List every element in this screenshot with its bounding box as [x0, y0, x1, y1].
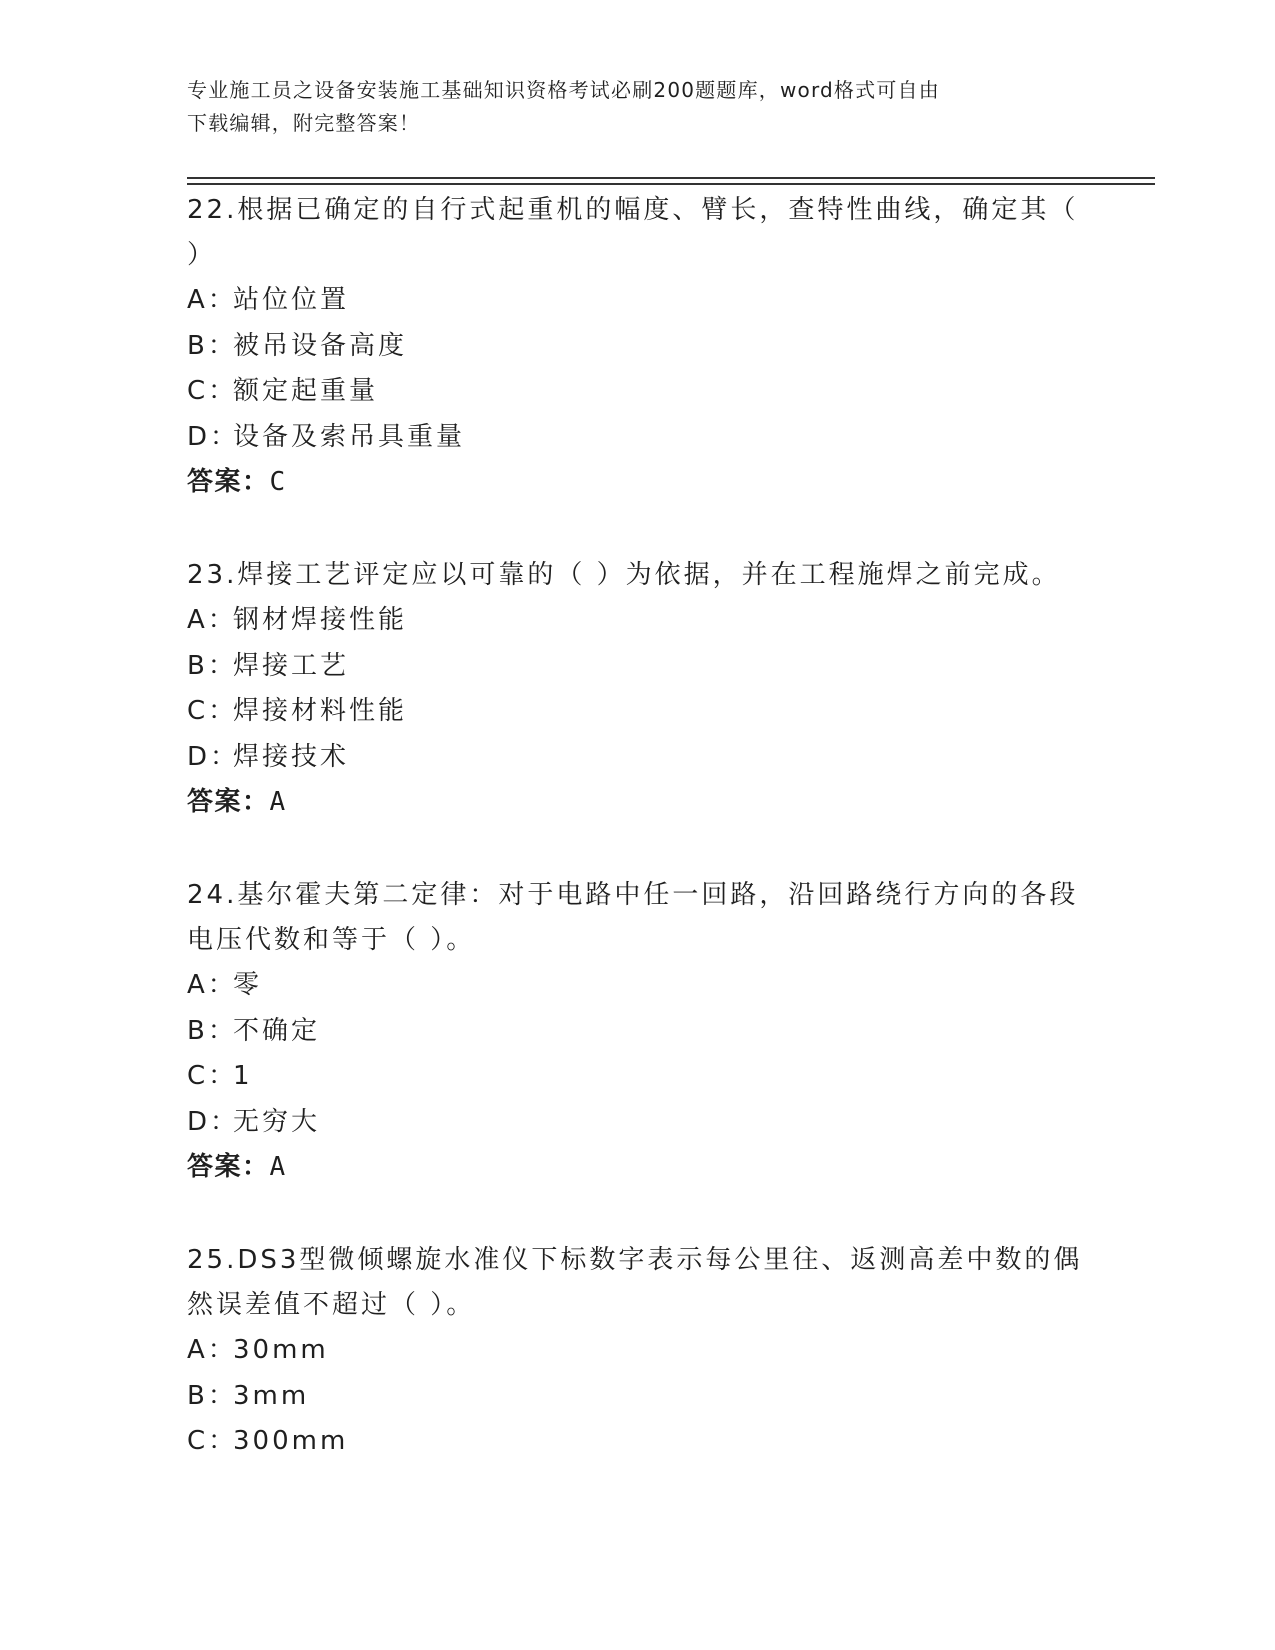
answer-line — [187, 460, 1087, 506]
question-23 — [187, 553, 1087, 826]
header-line-2: 下载编辑，附完整答案！ — [187, 111, 421, 135]
option-text: 焊接技术 — [233, 741, 350, 772]
option-text: 设备及索吊具重量 — [233, 421, 466, 452]
question-text-line: ） — [187, 240, 217, 270]
option-b — [187, 644, 1087, 690]
option-label: B： — [187, 1380, 237, 1411]
question-list — [187, 188, 1087, 1465]
option-label: A： — [187, 285, 237, 315]
question-text-line: 22.根据已确定的自行式起重机的幅度、臂长，查特性曲线，确定其（ — [187, 195, 1079, 225]
answer-value: A — [269, 1152, 287, 1183]
option-d — [187, 415, 1087, 461]
option-text: 零 — [233, 969, 263, 1000]
document-header — [187, 74, 1087, 140]
question-spacer — [187, 506, 1087, 553]
question-text-line: 23.焊接工艺评定应以可靠的（ ）为依据，并在工程施焊之前完成。 — [187, 559, 1061, 590]
option-c — [187, 1054, 1087, 1100]
question-spacer — [187, 826, 1087, 873]
option-c — [187, 369, 1087, 415]
option-b — [187, 324, 1087, 370]
option-text: 1 — [233, 1061, 253, 1092]
answer-value: A — [269, 787, 287, 818]
option-label: C： — [187, 376, 238, 407]
option-b — [187, 1374, 1087, 1420]
option-label: A： — [187, 1334, 237, 1365]
header-line-1: 专业施工员之设备安装施工基础知识资格考试必刷200题题库，word格式可自由 — [187, 78, 940, 102]
option-b — [187, 1009, 1087, 1055]
answer-line — [187, 1145, 1087, 1191]
option-text: 被吊设备高度 — [233, 330, 408, 361]
question-24 — [187, 873, 1087, 1191]
option-text: 30mm — [233, 1334, 329, 1365]
header-divider-top — [187, 177, 1155, 179]
question-spacer — [187, 1191, 1087, 1238]
answer-label: 答案： — [187, 467, 270, 498]
option-a — [187, 963, 1087, 1009]
option-text: 无穷大 — [233, 1106, 321, 1137]
option-text: 额定起重量 — [233, 376, 379, 407]
option-text: 焊接工艺 — [233, 650, 350, 681]
answer-line — [187, 780, 1087, 826]
option-text: 钢材焊接性能 — [233, 604, 408, 635]
option-label: B： — [187, 1015, 237, 1046]
question-text-line: 24.基尔霍夫第二定律：对于电路中任一回路，沿回路绕行方向的各段 — [187, 879, 1079, 910]
answer-label: 答案： — [187, 1152, 270, 1183]
option-label: D： — [187, 741, 240, 772]
answer-label: 答案： — [187, 787, 270, 818]
option-text: 3mm — [233, 1380, 310, 1411]
option-d — [187, 1100, 1087, 1146]
option-label: C： — [187, 696, 238, 727]
option-label: A： — [187, 604, 237, 635]
option-c — [187, 689, 1087, 735]
question-25 — [187, 1238, 1087, 1465]
option-c — [187, 1419, 1087, 1465]
option-label: A： — [187, 969, 237, 1000]
option-label: C： — [187, 1061, 238, 1092]
option-a — [187, 598, 1087, 644]
option-a — [187, 278, 1087, 324]
option-label: D： — [187, 1106, 240, 1137]
option-d — [187, 735, 1087, 781]
option-a — [187, 1328, 1087, 1374]
option-text: 站位位置 — [233, 285, 350, 315]
option-text: 300mm — [233, 1426, 349, 1457]
answer-value: C — [269, 467, 287, 498]
question-text-line: 25.DS3型微倾螺旋水准仪下标数字表示每公里往、返测高差中数的偶 — [187, 1244, 1083, 1275]
option-label: D： — [187, 421, 240, 452]
option-label: C： — [187, 1426, 238, 1457]
question-22 — [187, 188, 1087, 506]
header-divider-bottom — [187, 183, 1155, 185]
option-label: B： — [187, 650, 237, 681]
option-label: B： — [187, 330, 237, 361]
question-text-line: 电压代数和等于（ ）。 — [187, 924, 476, 955]
option-text: 不确定 — [233, 1015, 321, 1046]
question-text-line: 然误差值不超过（ ）。 — [187, 1289, 476, 1320]
option-text: 焊接材料性能 — [233, 696, 408, 727]
